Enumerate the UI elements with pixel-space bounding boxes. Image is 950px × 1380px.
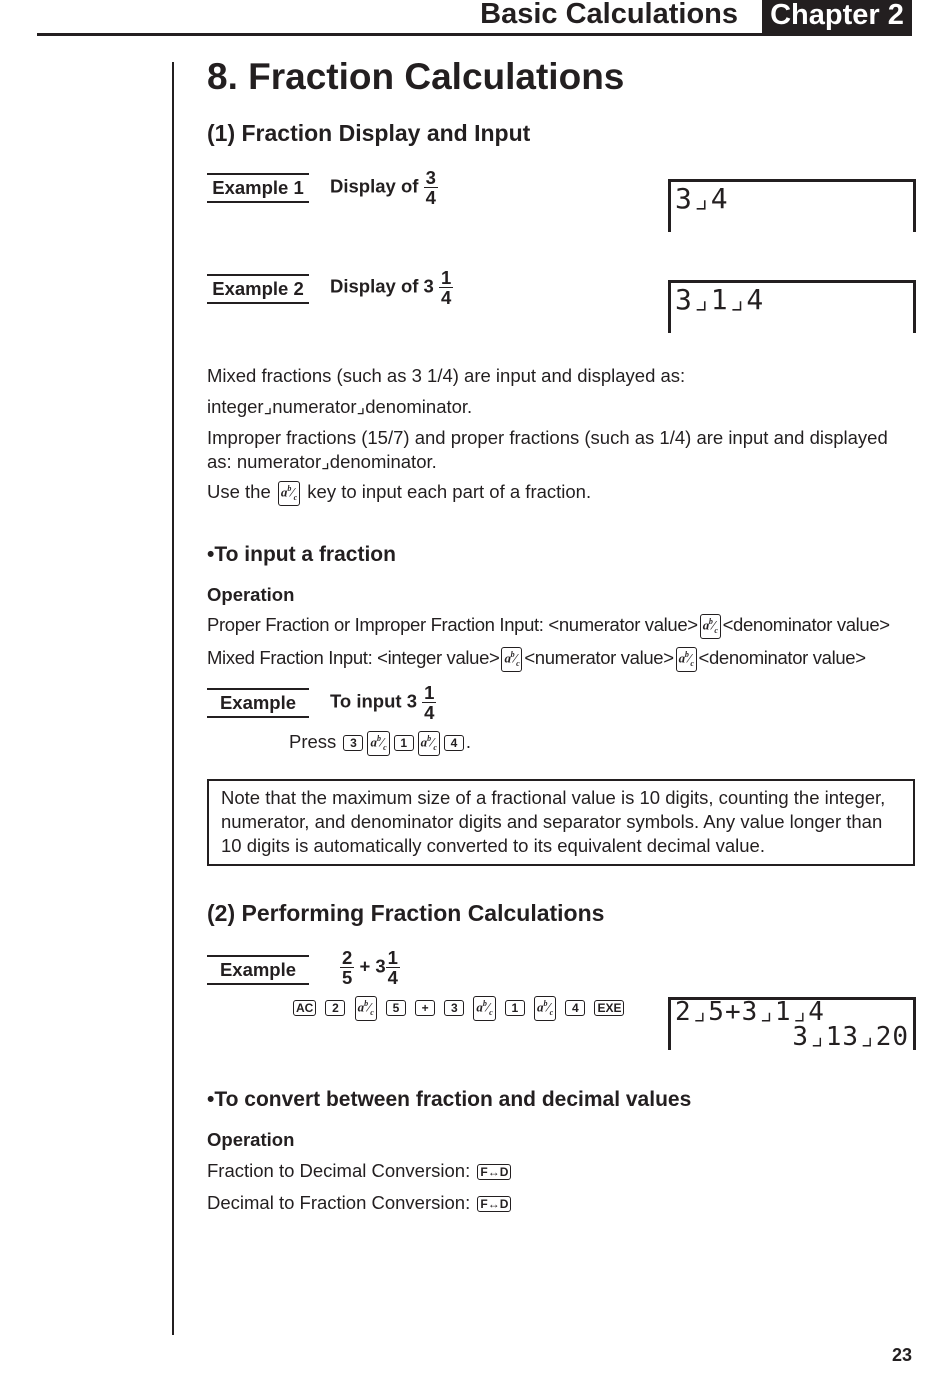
lcd-line-2: 3⌟13⌟20: [792, 1022, 909, 1052]
fraction-key-icon: $a^b⁄_c$: [367, 731, 389, 756]
text: Decimal to Fraction Conversion:: [207, 1192, 471, 1213]
press-sequence: [289, 730, 471, 756]
numerator: 1: [424, 682, 435, 703]
fraction: [386, 948, 400, 987]
key-2: 2: [325, 1000, 345, 1016]
lcd-display-3: [668, 997, 916, 1050]
text: Use the: [207, 481, 271, 502]
fraction: [424, 168, 438, 207]
period: .: [465, 731, 472, 752]
text: key to input each part of a fraction.: [307, 481, 592, 502]
lcd-line-1: 2⌟5+3⌟1⌟4: [675, 997, 825, 1027]
fraction-key-icon: $a^b⁄_c$: [473, 996, 495, 1021]
example-desc: [330, 683, 436, 722]
section2-heading: (2) Performing Fraction Calculations: [207, 900, 605, 926]
operator-text: + 3: [359, 955, 386, 977]
press-label: Press: [289, 731, 337, 752]
example2-desc-text: Display of 3: [330, 275, 434, 297]
paragraph: [207, 480, 917, 506]
fd-key-icon: F↔D: [477, 1164, 511, 1180]
text: Proper Fraction or Improper Fraction Input: <numerator value>: [207, 614, 698, 635]
paragraph: integer⌟numerator⌟denominator.: [207, 396, 473, 417]
text: <numerator value>: [524, 647, 674, 668]
lcd-text: 3⌟4: [675, 182, 729, 215]
section-title: Basic Calculations: [480, 0, 738, 30]
margin-rule: [172, 62, 174, 1335]
example-label: Example: [207, 955, 309, 985]
text: To input 3: [330, 690, 417, 712]
fraction: [422, 683, 436, 722]
denominator: 4: [387, 967, 398, 988]
numerator: 3: [425, 167, 436, 188]
fd-key-icon: F↔D: [477, 1196, 511, 1212]
page-number: 23: [891, 1345, 912, 1365]
example2-desc: [330, 268, 453, 307]
paragraph: Improper fractions (15/7) and proper fractions (such as 1/4) are input and displayed as: numerator⌟denominator.: [207, 427, 888, 472]
example1-label: Example 1: [207, 173, 309, 203]
ac-key-icon: AC: [293, 1000, 316, 1016]
example1-desc-text: Display of: [330, 175, 419, 197]
note-box: Note that the maximum size of a fractional value is 10 digits, counting the integer, numerator, and denominator digits and separator symbols. Any value longer than 10 digits is automatically converted to its equivalent decimal value.: [207, 779, 915, 866]
denominator: 4: [425, 187, 436, 208]
fraction-key-icon: $a^b⁄_c$: [501, 647, 522, 672]
exe-key-icon: EXE: [594, 1000, 624, 1016]
paragraph: Mixed fractions (such as 3 1/4) are input and displayed as:: [207, 365, 686, 386]
mixed-fraction-line: [207, 646, 917, 672]
fraction: [439, 268, 453, 307]
fraction-key-icon: $a^b⁄_c$: [355, 996, 377, 1021]
text: <denominator value>: [698, 647, 866, 668]
d2f-line: [207, 1191, 513, 1215]
lcd-display-1: [668, 179, 916, 232]
example-expression: [340, 948, 400, 987]
denominator: 4: [440, 287, 452, 308]
key-4: 4: [444, 735, 464, 751]
lcd-display-2: [668, 280, 916, 333]
numerator: 1: [387, 947, 398, 968]
input-fraction-heading: •To input a fraction: [207, 543, 396, 566]
proper-fraction-line: [207, 613, 917, 639]
numerator: 2: [342, 947, 353, 968]
text: Mixed Fraction Input: <integer value>: [207, 647, 500, 668]
fraction-key-icon: $a^b⁄_c$: [278, 481, 300, 506]
page-title: 8. Fraction Calculations: [207, 56, 625, 97]
example-label: Example: [207, 688, 309, 718]
key-sequence: [291, 995, 626, 1021]
operation-label: Operation: [207, 1129, 295, 1150]
key-3: 3: [444, 1000, 464, 1016]
plus-key-icon: +: [415, 1000, 435, 1016]
key-4: 4: [565, 1000, 585, 1016]
fraction-key-icon: $a^b⁄_c$: [534, 996, 556, 1021]
f2d-line: [207, 1159, 513, 1183]
convert-heading: •To convert between fraction and decimal values: [207, 1088, 692, 1111]
text: Fraction to Decimal Conversion:: [207, 1160, 471, 1181]
fraction-key-icon: $a^b⁄_c$: [676, 647, 697, 672]
key-1: 1: [505, 1000, 525, 1016]
chapter-badge: Chapter 2: [762, 0, 912, 36]
denominator: 4: [424, 702, 435, 723]
fraction-key-icon: $a^b⁄_c$: [418, 731, 440, 756]
example2-label: Example 2: [207, 274, 309, 304]
text: <denominator value>: [722, 614, 890, 635]
lcd-text: 3⌟1⌟4: [675, 283, 765, 316]
header-rule: [37, 33, 912, 36]
fraction: [340, 948, 354, 987]
denominator: 5: [342, 967, 353, 988]
section1-heading: (1) Fraction Display and Input: [207, 120, 531, 146]
example1-desc: [330, 168, 438, 207]
key-5: 5: [386, 1000, 406, 1016]
fraction-key-icon: $a^b⁄_c$: [700, 614, 721, 639]
numerator: 1: [440, 267, 452, 288]
key-3: 3: [343, 735, 363, 751]
operation-label: Operation: [207, 584, 295, 605]
key-1: 1: [394, 735, 414, 751]
